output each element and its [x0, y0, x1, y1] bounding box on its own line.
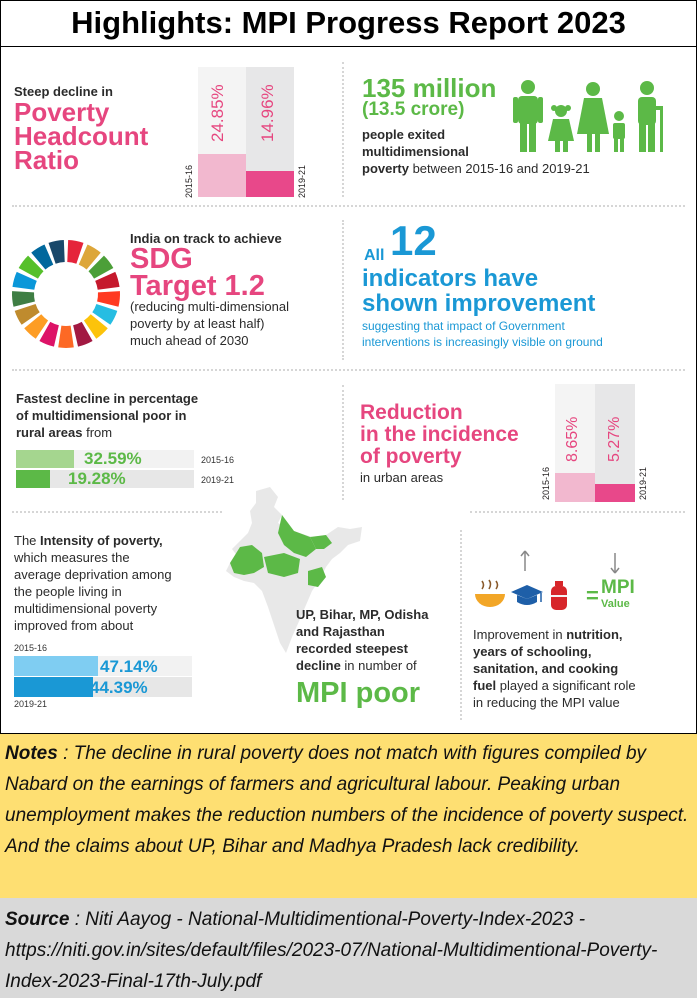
nutrition-text-bold: fuel [473, 678, 497, 693]
notes-text [0, 734, 697, 862]
sdg-wheel-icon [10, 238, 122, 350]
rural-value-2015: 32.59% [84, 449, 142, 468]
intensity-text-line: which measures the [14, 550, 130, 565]
sdg-sub [130, 298, 289, 349]
states-text-bold: decline [296, 658, 341, 673]
rural-text [16, 390, 198, 441]
sdg-heading [130, 243, 265, 302]
sdg-wheel-segment [12, 291, 35, 307]
nutrition-text-pre: Improvement in [473, 627, 567, 642]
states-text-line: UP, Bihar, MP, Odisha [296, 607, 429, 622]
states-heading: MPI poor [296, 677, 421, 709]
man-icon [513, 80, 543, 152]
states-text-line: and Rajasthan [296, 624, 385, 639]
headcount-value-2015: 24.85% [208, 84, 227, 142]
intensity-text-pre: The [14, 533, 41, 548]
headcount-heading-line: Ratio [14, 145, 79, 175]
urban-year-2019: 2019-21 [638, 466, 648, 500]
headcount-bar-2019 [246, 171, 294, 197]
divider [342, 220, 344, 360]
notes-box [0, 733, 697, 899]
sdg-sub-line: (reducing multi-dimensional [130, 299, 289, 314]
rural-text-rest: from [82, 425, 113, 440]
divider [470, 511, 685, 513]
headcount-year-2015: 2015-16 [184, 164, 194, 198]
indicators-heading-line: shown improvement [362, 290, 596, 317]
headcount-heading-line: Headcount [14, 121, 149, 151]
nutrition-text-rest: played a significant role [496, 678, 636, 693]
rural-year-2015: 2015-16 [201, 455, 235, 465]
nutrition-text [473, 626, 636, 711]
rural-year-2019: 2019-21 [201, 475, 235, 485]
intensity-value-2019: 44.39% [90, 678, 148, 697]
nutrition-text-line: sanitation, and cooking [473, 661, 619, 676]
intensity-year-2015: 2015-16 [14, 643, 48, 653]
exited-crore: (13.5 crore) [362, 99, 465, 120]
divider [342, 62, 344, 197]
intensity-text-line: the people living in [14, 584, 122, 599]
gas-cylinder-icon [551, 581, 567, 610]
up-arrow-icon [520, 550, 530, 572]
intensity-bar-2015 [14, 656, 98, 676]
indicators-all: All [364, 247, 385, 264]
states-text-rest: in number of [340, 658, 417, 673]
exited-number: 135 million [362, 73, 497, 103]
urban-heading-line: Reduction [360, 401, 463, 424]
sdg-intro: India on track to achieve [130, 231, 282, 246]
urban-year-2015: 2015-16 [541, 466, 551, 500]
divider [12, 369, 685, 371]
rural-text-line [16, 424, 198, 441]
urban-heading-line: in the incidence [360, 423, 519, 446]
sdg-heading-line: Target 1.2 [130, 270, 265, 302]
intensity-year-2019: 2019-21 [14, 699, 48, 709]
graduation-cap-icon [511, 585, 543, 605]
sdg-wheel-segment [97, 291, 120, 307]
mpi-value-label: Value [601, 598, 630, 610]
headcount-intro: Steep decline in [14, 84, 113, 99]
intensity-value-2015: 47.14% [100, 657, 158, 676]
notes-body: : The decline in rural poverty does not match with figures compiled by Nabard on the earnings of farmers and agricultural labour. Peaking urban unemployment makes the reduction numbers of the incidence of poverty suspect. And the claims about UP, Bihar and Madhya Pradesh lack credibility. [5, 743, 689, 857]
sdg-sub-line: poverty by at least half) [130, 316, 265, 331]
urban-bar-2015 [555, 473, 595, 502]
rural-bar-2015 [16, 450, 74, 468]
nutrition-text-line: in reducing the MPI value [473, 695, 620, 710]
states-text-line [296, 657, 428, 674]
indicators-heading-line: indicators have [362, 265, 539, 292]
notes-label: Notes [5, 743, 58, 764]
rural-value-2019: 19.28% [68, 469, 126, 488]
indicators-sub-line: suggesting that impact of Government [362, 319, 565, 333]
urban-heading-line: of poverty [360, 445, 462, 468]
states-text-line: recorded steepest [296, 641, 408, 656]
bowl-icon [475, 580, 505, 607]
boy-icon [613, 111, 625, 152]
divider [460, 530, 462, 720]
nutrition-text-line [473, 677, 636, 694]
source-label: Source [5, 909, 70, 930]
urban-heading [360, 402, 519, 468]
sdg-heading-line: SDG [130, 243, 193, 275]
rural-text-line: Fastest decline in percentage [16, 391, 199, 406]
intensity-text-line: multidimensional poverty [14, 601, 158, 616]
mpi-equals: = [586, 583, 599, 608]
intensity-text-line [14, 532, 172, 549]
elder-icon [638, 81, 663, 152]
divider [12, 511, 222, 513]
intensity-text-line: improved from about [14, 618, 134, 633]
nutrition-text-bold: nutrition, [566, 627, 623, 642]
exited-text-rest: between 2015-16 and 2019-21 [408, 161, 590, 176]
divider [342, 385, 344, 500]
source-body: : Niti Aayog - National-Multidimentional-Poverty-Index-2023 - https://niti.gov.in/sites/default/files/2023-07/National-Multidimentional-Poverty-Index-2023-Final-17th-July.pdf [5, 909, 658, 992]
exited-text-bold: poverty [362, 161, 409, 176]
intensity-text-bold: Intensity of poverty, [40, 533, 163, 548]
headcount-heading-line: Poverty [14, 97, 110, 127]
woman-icon [577, 82, 609, 152]
indicators-number: 12 [390, 217, 437, 264]
intensity-text [14, 532, 172, 634]
nutrition-icons [473, 578, 593, 612]
girl-icon [548, 105, 574, 152]
indicators-sub-line: interventions is increasingly visible on ground [362, 335, 603, 349]
rural-bar-2019 [16, 470, 50, 488]
page-title: Highlights: MPI Progress Report 2023 [0, 0, 697, 47]
headcount-year-2019: 2019-21 [297, 164, 307, 198]
exited-text-line: people exited [362, 127, 446, 142]
nutrition-text-line: years of schooling, [473, 644, 592, 659]
urban-bar-2019 [595, 484, 635, 502]
down-arrow-icon [610, 552, 620, 574]
sdg-wheel-segment [58, 326, 74, 348]
divider [12, 205, 685, 207]
headcount-heading [14, 97, 149, 175]
indicators-sub [362, 318, 603, 350]
source-box [0, 898, 697, 998]
rural-text-line: of multidimensional poor in [16, 408, 187, 423]
mpi-label: MPI [601, 577, 635, 598]
indicators-heading [362, 266, 595, 316]
intensity-bar-2019 [14, 677, 93, 697]
exited-text-line: multidimensional [362, 144, 469, 159]
rural-text-bold: rural areas [16, 425, 83, 440]
headcount-bar-2015 [198, 154, 246, 197]
urban-value-2019: 5.27% [606, 416, 623, 462]
headcount-value-2019: 14.96% [258, 84, 277, 142]
sdg-sub-line: much ahead of 2030 [130, 333, 249, 348]
people-icons [508, 78, 668, 158]
exited-text-line [362, 160, 590, 177]
source-text [0, 898, 697, 997]
urban-sub: in urban areas [360, 470, 444, 485]
intensity-text-line: average deprivation among [14, 567, 172, 582]
states-text [296, 606, 428, 674]
nutrition-text-line [473, 626, 636, 643]
urban-value-2015: 8.65% [564, 416, 581, 462]
